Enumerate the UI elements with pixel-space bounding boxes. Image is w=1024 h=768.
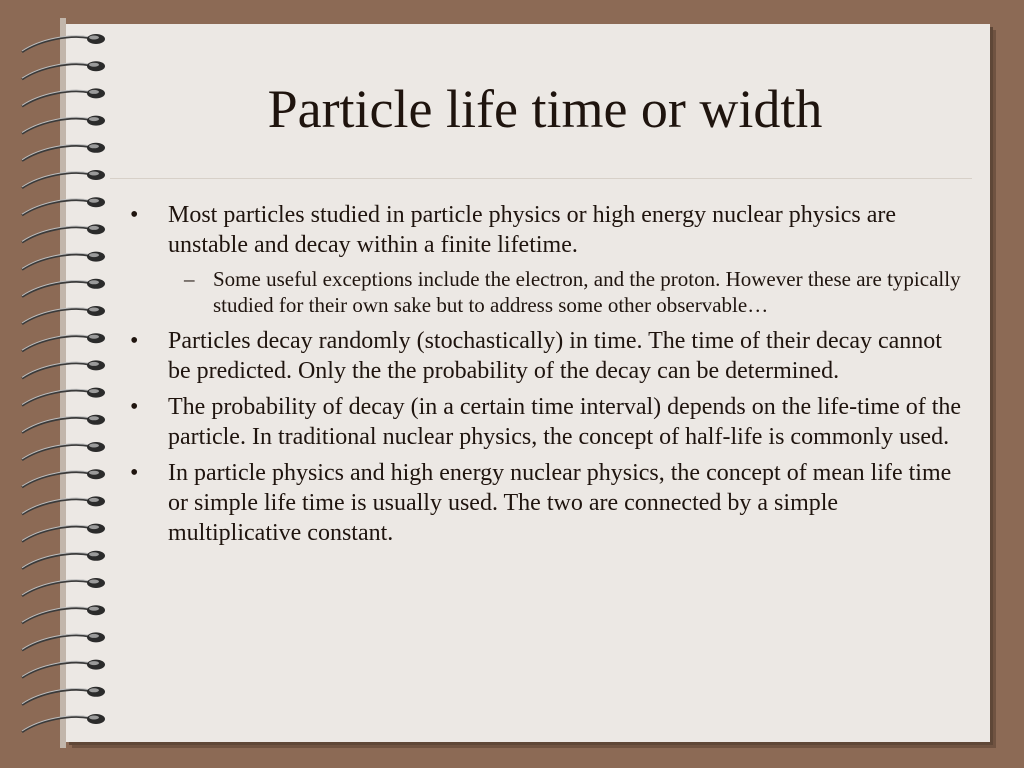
binding-ring xyxy=(22,61,105,79)
binding-ring xyxy=(22,170,105,188)
binding-ring xyxy=(22,578,105,596)
title-divider xyxy=(110,178,972,179)
sub-bullet-text: Some useful exceptions include the electron, and the proton. However these are typically studied for their own sake but to address some other observable… xyxy=(213,267,961,317)
slide-content xyxy=(128,200,968,554)
binding-ring xyxy=(22,279,105,297)
bullet-item xyxy=(128,458,968,548)
bullet-text: In particle physics and high energy nuclear physics, the concept of mean life time or simple life time is usually used. The two are connected by a simple multiplicative constant. xyxy=(168,460,952,546)
bullet-item xyxy=(128,392,968,452)
binding-ring xyxy=(22,442,105,460)
bullet-marker: • xyxy=(130,328,139,354)
slide-title: Particle life time or width xyxy=(267,79,823,139)
binding-ring xyxy=(22,496,105,514)
binding-ring xyxy=(22,197,105,215)
sub-bullet-marker: – xyxy=(184,267,195,291)
binding-ring xyxy=(22,415,105,433)
binding-ring xyxy=(22,551,105,569)
binding-ring xyxy=(22,388,105,406)
bullet-marker: • xyxy=(130,202,139,228)
binding-ring xyxy=(22,687,105,705)
binding-ring xyxy=(22,605,105,623)
binding-ring xyxy=(22,714,105,732)
binding-ring xyxy=(22,252,105,270)
binding-ring xyxy=(22,34,105,52)
bullet-text: Most particles studied in particle physics or high energy nuclear physics are unstable and decay within a finite lifetime. xyxy=(168,202,897,258)
binding-ring xyxy=(22,224,105,242)
bullet-marker: • xyxy=(130,460,139,486)
bullet-marker: • xyxy=(130,394,139,420)
binding-ring xyxy=(22,469,105,487)
binding-ring xyxy=(22,660,105,678)
binding-ring xyxy=(22,524,105,542)
bullet-text: The probability of decay (in a certain time interval) depends on the life-time of the particle. In traditional nuclear physics, the concept of half-life is commonly used. xyxy=(168,394,962,450)
binding-ring xyxy=(22,360,105,378)
binding-ring xyxy=(22,143,105,161)
bullet-text: Particles decay randomly (stochastically) in time. The time of their decay cannot be predicted. Only the the probability of the decay can be determined. xyxy=(168,328,942,384)
binding-ring xyxy=(22,306,105,324)
bullet-item xyxy=(128,326,968,386)
binding-ring xyxy=(22,333,105,351)
binding-ring xyxy=(22,632,105,650)
sub-bullet-item xyxy=(128,266,968,318)
bullet-item xyxy=(128,200,968,260)
